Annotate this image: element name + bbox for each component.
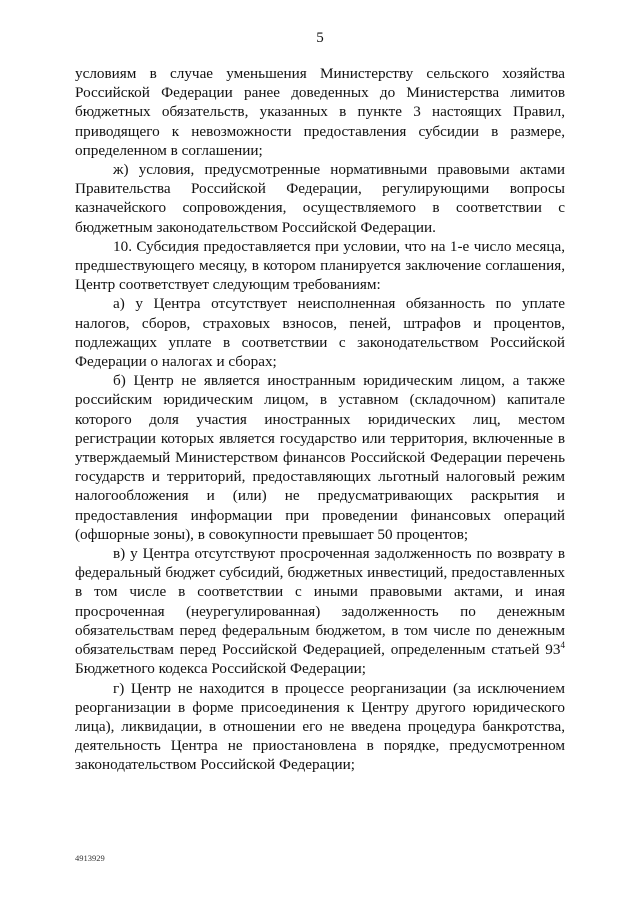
paragraph-item-b: б) Центр не является иностранным юридическим лицом, а также российским юридическим лицом, в уставном (складочном) капитале которого доля участия иностранных юридических лиц, местом регистрации которых является государство или территория, включенные в утверждаемый Министерством финансов Российской Федерации перечень государств и территорий, предоставляющих льготный налоговый режим налогообложения и (или) не предусматривающих раскрытия и предоставления информации при проведении финансовых операций (офшорные зоны), в совокупности превышает 50 процентов;: [75, 372, 565, 543]
paragraph-clause-10: 10. Субсидия предоставляется при условии, что на 1-е число месяца, предшествующего месяцу, в котором планируется заключение соглашения, Центр соответствует следующим требованиям:: [75, 237, 565, 294]
paragraph-item-a: а) у Центра отсутствует неисполненная обязанность по уплате налогов, сборов, страховых взносов, пеней, штрафов и процентов, подлежащих уплате в соответствии с законодательством Российской Федерации о налогах и сборах;: [75, 295, 565, 371]
document-body: [75, 64, 565, 775]
paragraph-item-v: [75, 544, 565, 678]
article-superscript: 4: [560, 640, 565, 651]
page-number: 5: [316, 30, 324, 46]
paragraph-item-zh: ж) условия, предусмотренные нормативными правовыми актами Правительства Российской Федерации, регулирующими вопросы казначейского сопровождения, осуществляемого в соответствии с бюджетным законодательством Российской Федерации.: [75, 161, 565, 236]
paragraph-continuation: условиям в случае уменьшения Министерству сельского хозяйства Российской Федерации ранее доведенных до Министерства лимитов бюджетных обязательств, указанных в пункте 3 настоящих Правил, приводящего к невозможности предоставления субсидии в размере, определенном в соглашении;: [75, 65, 565, 159]
paragraph-item-v-text: в) у Центра отсутствуют просроченная задолженность по возврату в федеральный бюджет субсидий, бюджетных инвестиций, предоставленных в том числе в соответствии с иными правовыми актами, и иная просроченная (неурегулированная) задолженность по денежным обязательствам перед федеральным бюджетом, в том числе по денежным обязательствам перед Российской Федерацией, определенным статьей 93: [75, 545, 565, 659]
paragraph-item-g: г) Центр не находится в процессе реорганизации (за исключением реорганизации в форме присоединения к Центру другого юридического лица), ликвидации, в отношении его не введена процедура банкротства, деятельность Центра не приостановлена в порядке, предусмотренном законодательством Российской Федерации;: [75, 679, 565, 774]
paragraph-item-v-tail: Бюджетного кодекса Российской Федерации;: [75, 660, 366, 678]
document-code: 4913929: [75, 853, 105, 863]
